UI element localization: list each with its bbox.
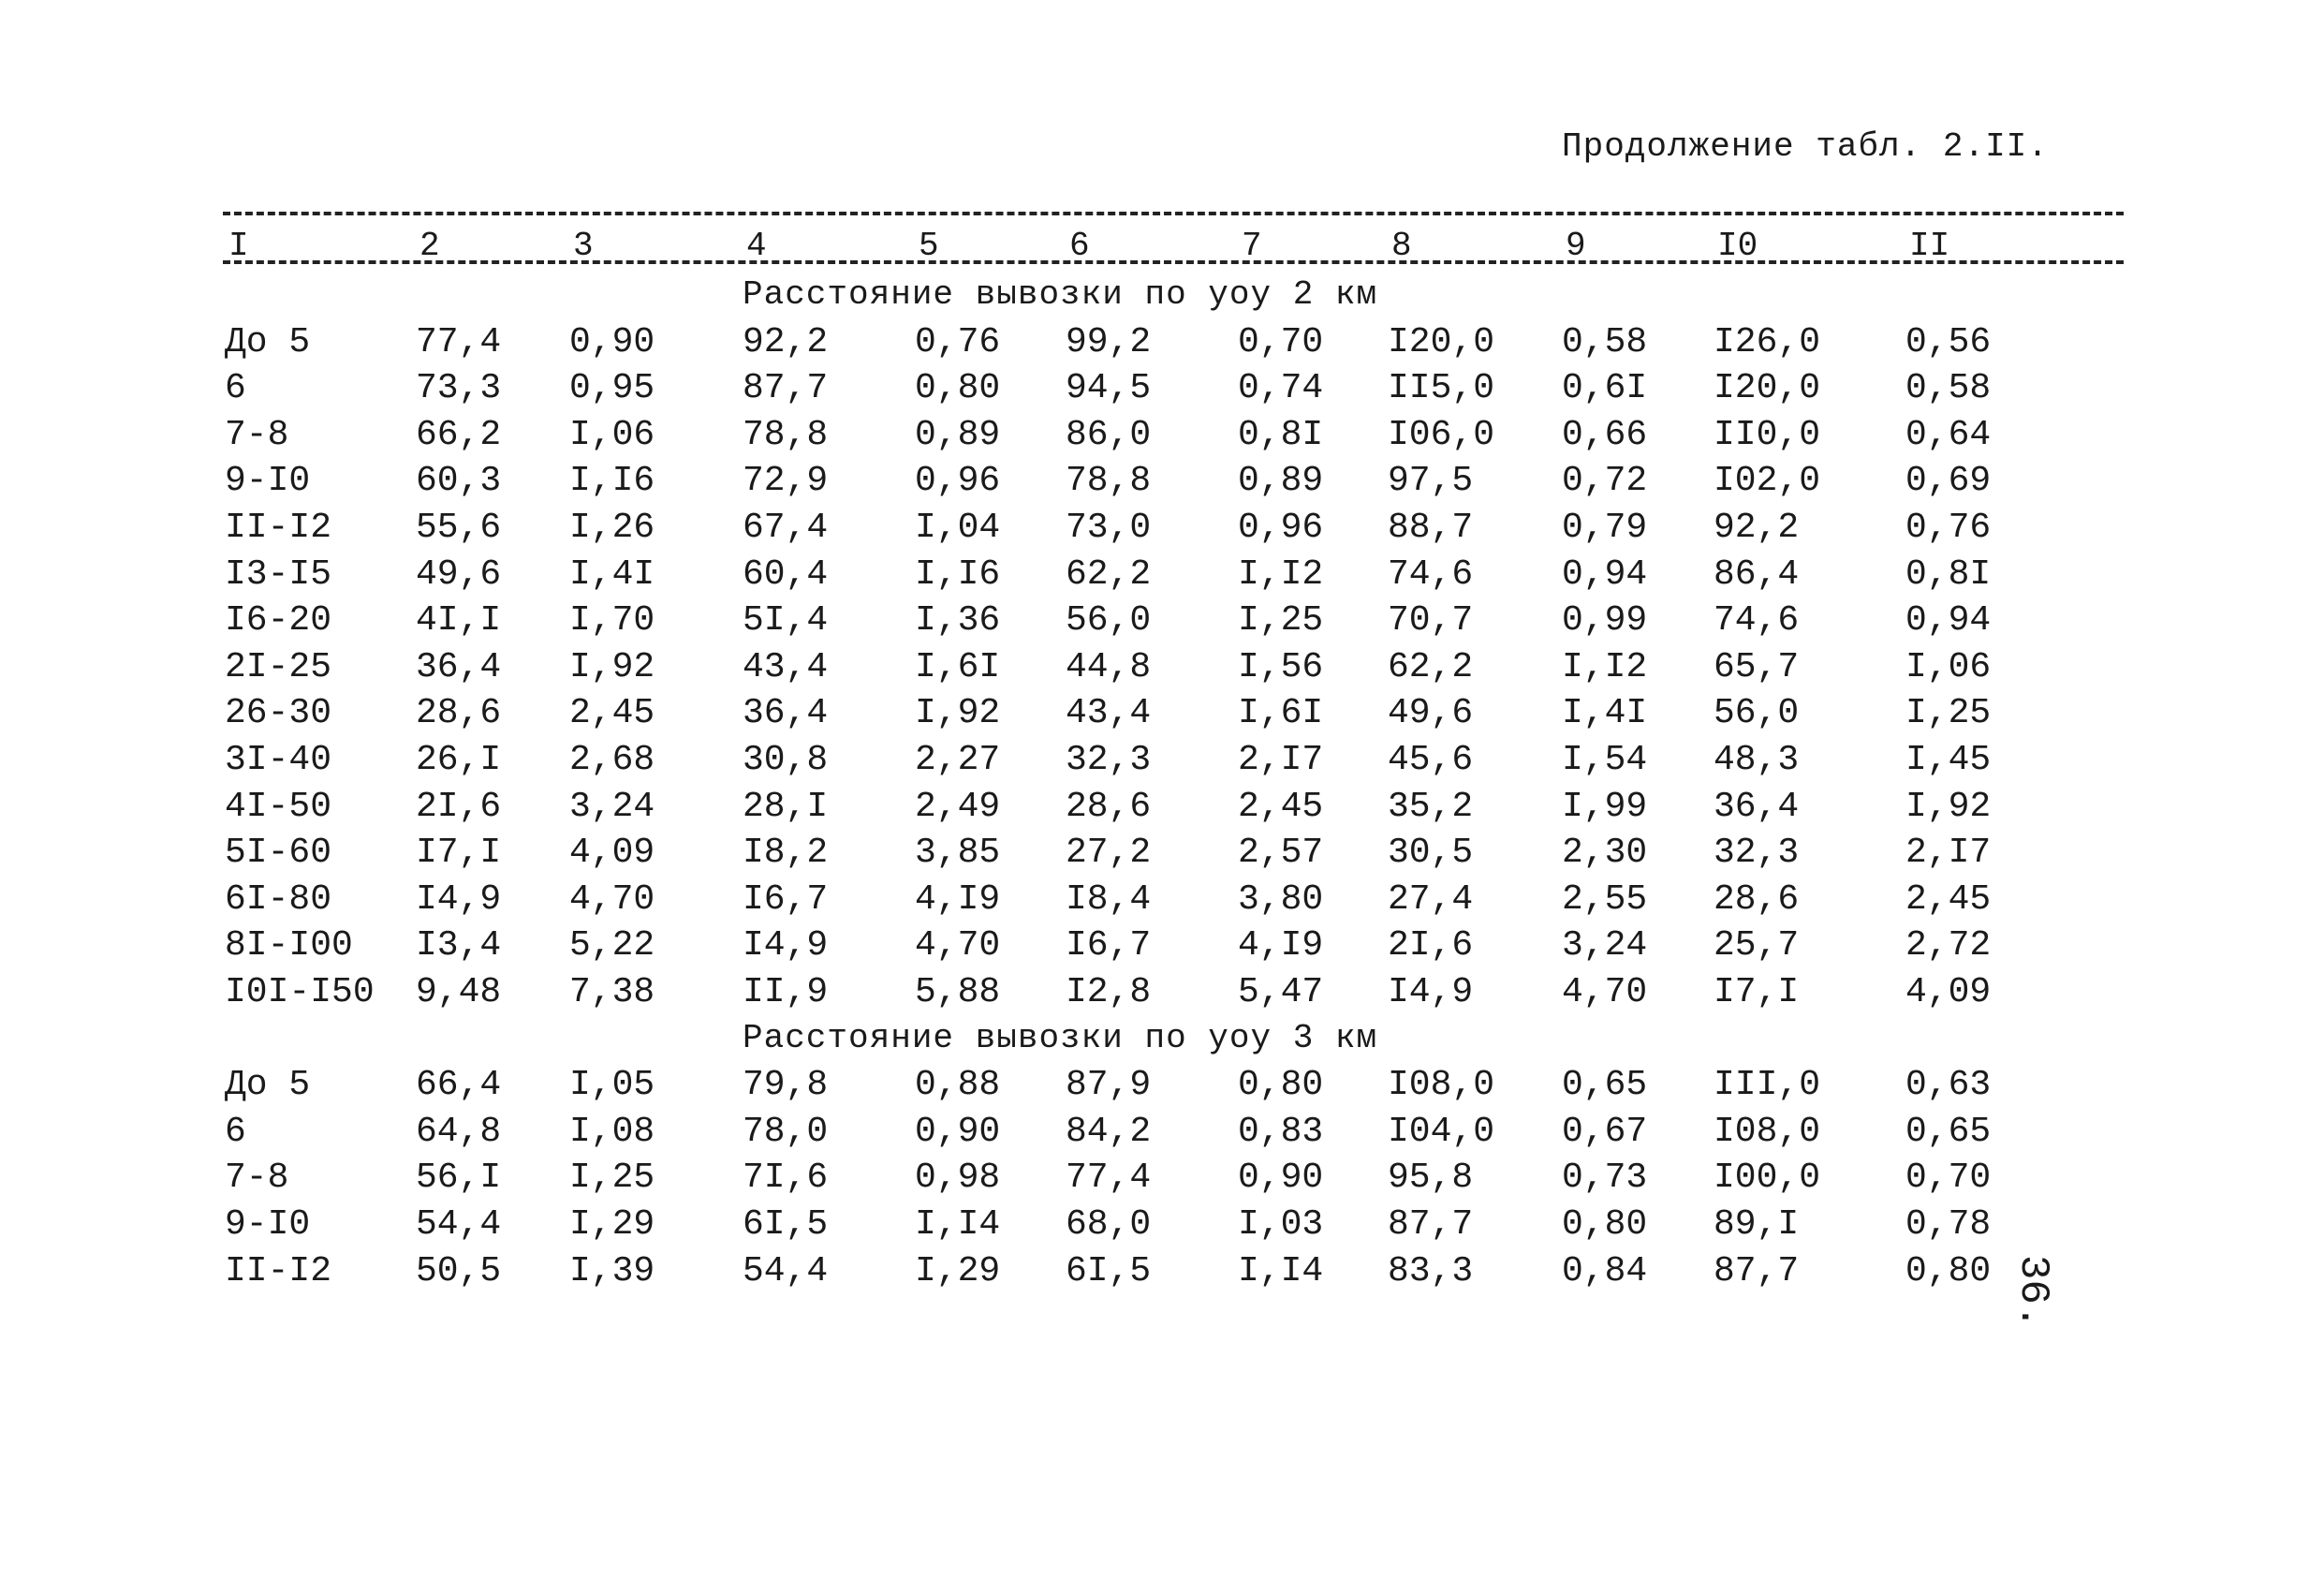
table-cell: 5,22 xyxy=(569,925,655,966)
table-cell: 0,94 xyxy=(1905,600,1992,642)
table-cell: I,26 xyxy=(569,508,655,548)
table-cell: I,25 xyxy=(1238,600,1324,642)
table-cell: I,29 xyxy=(569,1204,655,1245)
table-cell: 87,9 xyxy=(1066,1065,1152,1106)
table-cell: I,I4 xyxy=(1238,1250,1324,1291)
table-cell: 4I,I xyxy=(416,600,502,642)
table-cell: 28,6 xyxy=(1714,878,1800,920)
table-cell: 3,24 xyxy=(1562,925,1648,966)
table-cell: 36,4 xyxy=(1714,786,1800,827)
table-cell: 83,3 xyxy=(1388,1250,1474,1291)
row-label: 4I-50 xyxy=(225,786,332,827)
table-cell: 0,74 xyxy=(1238,368,1324,409)
table-cell: I,99 xyxy=(1562,786,1648,827)
table-cell: 78,0 xyxy=(743,1111,829,1152)
table-cell: 79,8 xyxy=(743,1065,829,1106)
column-header: 7 xyxy=(1242,227,1262,265)
table-cell: 0,95 xyxy=(569,368,655,409)
table-cell: 27,4 xyxy=(1388,878,1474,920)
table-cell: 56,I xyxy=(416,1158,502,1199)
table-cell: 3,24 xyxy=(569,786,655,827)
table-cell: I08,0 xyxy=(1388,1065,1495,1106)
table-cell: 0,99 xyxy=(1562,600,1648,642)
table-cell: I,I4 xyxy=(915,1204,1001,1245)
table-cell: I,I6 xyxy=(569,461,655,502)
table-cell: 4,I9 xyxy=(915,878,1001,920)
table-cell: I,25 xyxy=(1905,693,1992,734)
table-cell: 84,2 xyxy=(1066,1111,1152,1152)
table-cell: 70,7 xyxy=(1388,600,1474,642)
table-cell: I,29 xyxy=(915,1250,1001,1291)
table-cell: 0,58 xyxy=(1905,368,1992,409)
row-label: II-I2 xyxy=(225,1250,332,1291)
table-cell: 0,70 xyxy=(1238,321,1324,362)
table-cell: I04,0 xyxy=(1388,1111,1495,1152)
table-cell: 0,80 xyxy=(915,368,1001,409)
table-cell: 86,0 xyxy=(1066,414,1152,455)
section-title: Расстояние вывозки по уоу 3 км xyxy=(743,1018,1378,1057)
table-cell: 0,89 xyxy=(915,414,1001,455)
table-cell: 87,7 xyxy=(743,368,829,409)
table-cell: 35,2 xyxy=(1388,786,1474,827)
table-cell: 77,4 xyxy=(416,321,502,362)
table-cell: 4,09 xyxy=(569,833,655,874)
table-cell: 5,88 xyxy=(915,972,1001,1012)
table-cell: 43,4 xyxy=(1066,693,1152,734)
table-cell: 5I,4 xyxy=(743,600,829,642)
table-cell: I,05 xyxy=(569,1065,655,1106)
table-cell: 95,8 xyxy=(1388,1158,1474,1199)
table-cell: 0,70 xyxy=(1905,1158,1992,1199)
table-cell: 2,57 xyxy=(1238,833,1324,874)
table-cell: 64,8 xyxy=(416,1111,502,1152)
section-title: Расстояние вывозки по уоу 2 км xyxy=(743,275,1378,314)
row-label: 2I-25 xyxy=(225,646,332,687)
row-label: До 5 xyxy=(225,1065,311,1106)
table-cell: 0,94 xyxy=(1562,553,1648,595)
table-cell: I4,9 xyxy=(416,878,502,920)
row-label: 9-I0 xyxy=(225,461,311,502)
table-cell: 72,9 xyxy=(743,461,829,502)
row-label: 26-30 xyxy=(225,693,332,734)
table-cell: 0,8I xyxy=(1238,414,1324,455)
table-cell: I8,4 xyxy=(1066,878,1152,920)
table-cell: 0,80 xyxy=(1562,1204,1648,1245)
table-cell: 32,3 xyxy=(1714,833,1800,874)
table-cell: 73,3 xyxy=(416,368,502,409)
table-cell: 36,4 xyxy=(416,646,502,687)
table-cell: I,6I xyxy=(1238,693,1324,734)
table-cell: 27,2 xyxy=(1066,833,1152,874)
row-label: 7-8 xyxy=(225,1158,289,1199)
table-cell: 68,0 xyxy=(1066,1204,1152,1245)
table-cell: 0,84 xyxy=(1562,1250,1648,1291)
table-cell: 78,8 xyxy=(1066,461,1152,502)
table-cell: 0,64 xyxy=(1905,414,1992,455)
table-cell: 2,55 xyxy=(1562,878,1648,920)
column-header: 4 xyxy=(746,227,767,265)
table-cell: 45,6 xyxy=(1388,740,1474,780)
table-cell: 0,76 xyxy=(915,321,1001,362)
table-cell: 32,3 xyxy=(1066,740,1152,780)
table-cell: 87,7 xyxy=(1714,1250,1800,1291)
table-cell: I,70 xyxy=(569,600,655,642)
table-cell: 67,4 xyxy=(743,508,829,548)
table-cell: 62,2 xyxy=(1066,553,1152,595)
table-cell: 0,66 xyxy=(1562,414,1648,455)
table-cell: I7,I xyxy=(1714,972,1800,1012)
table-cell: 4,70 xyxy=(1562,972,1648,1012)
table-cell: II,9 xyxy=(743,972,829,1012)
table-cell: 2,72 xyxy=(1905,925,1992,966)
table-cell: 2,I7 xyxy=(1238,740,1324,780)
table-cell: 0,79 xyxy=(1562,508,1648,548)
table-cell: 0,65 xyxy=(1905,1111,1992,1152)
table-cell: 26,I xyxy=(416,740,502,780)
table-cell: 28,6 xyxy=(1066,786,1152,827)
table-cell: 89,I xyxy=(1714,1204,1800,1245)
table-cell: 49,6 xyxy=(1388,693,1474,734)
table-cell: I,92 xyxy=(1905,786,1992,827)
table-cell: 0,56 xyxy=(1905,321,1992,362)
column-header: I xyxy=(228,227,249,265)
table-cell: II0,0 xyxy=(1714,414,1821,455)
table-cell: 0,96 xyxy=(915,461,1001,502)
table-cell: I00,0 xyxy=(1714,1158,1821,1199)
table-cell: 7I,6 xyxy=(743,1158,829,1199)
table-cell: I3,4 xyxy=(416,925,502,966)
table-cell: I,36 xyxy=(915,600,1001,642)
table-cell: 2I,6 xyxy=(1388,925,1474,966)
table-cell: 94,5 xyxy=(1066,368,1152,409)
table-cell: 4,I9 xyxy=(1238,925,1324,966)
table-cell: 0,90 xyxy=(1238,1158,1324,1199)
row-label: 8I-I00 xyxy=(225,925,353,966)
table-cell: 2,49 xyxy=(915,786,1001,827)
row-label: I3-I5 xyxy=(225,553,332,595)
table-cell: 2,45 xyxy=(569,693,655,734)
row-label: 6I-80 xyxy=(225,878,332,920)
row-label: 7-8 xyxy=(225,414,289,455)
table-cell: 54,4 xyxy=(743,1250,829,1291)
table-cell: I,04 xyxy=(915,508,1001,548)
table-cell: 0,58 xyxy=(1562,321,1648,362)
table-cell: III,0 xyxy=(1714,1065,1821,1106)
column-header: 3 xyxy=(573,227,594,265)
table-cell: I08,0 xyxy=(1714,1111,1821,1152)
table-cell: I6,7 xyxy=(743,878,829,920)
table-cell: 78,8 xyxy=(743,414,829,455)
table-cell: 0,80 xyxy=(1905,1250,1992,1291)
row-label: II-I2 xyxy=(225,508,332,548)
table-cell: I8,2 xyxy=(743,833,829,874)
table-cell: 60,4 xyxy=(743,553,829,595)
table-cell: 49,6 xyxy=(416,553,502,595)
table-cell: I,4I xyxy=(569,553,655,595)
table-cell: I26,0 xyxy=(1714,321,1821,362)
table-cell: 2I,6 xyxy=(416,786,502,827)
table-cell: 9,48 xyxy=(416,972,502,1012)
row-label: 6 xyxy=(225,1111,246,1152)
table-cell: I06,0 xyxy=(1388,414,1495,455)
column-header: 6 xyxy=(1069,227,1090,265)
row-label: 5I-60 xyxy=(225,833,332,874)
table-cell: 0,83 xyxy=(1238,1111,1324,1152)
row-label: 9-I0 xyxy=(225,1204,311,1245)
table-cell: 2,45 xyxy=(1905,878,1992,920)
table-cell: II5,0 xyxy=(1388,368,1495,409)
table-cell: 65,7 xyxy=(1714,646,1800,687)
table-cell: 77,4 xyxy=(1066,1158,1152,1199)
column-header: 9 xyxy=(1566,227,1586,265)
table-cell: I,06 xyxy=(569,414,655,455)
table-cell: I,I2 xyxy=(1562,646,1648,687)
table-cell: 6I,5 xyxy=(1066,1250,1152,1291)
table-cell: 0,80 xyxy=(1238,1065,1324,1106)
row-label: До 5 xyxy=(225,321,311,362)
column-header: 2 xyxy=(419,227,440,265)
table-cell: I,I6 xyxy=(915,553,1001,595)
table-cell: 0,90 xyxy=(915,1111,1001,1152)
table-cell: 28,I xyxy=(743,786,829,827)
table-header-rule xyxy=(223,260,2124,264)
table-cell: I6,7 xyxy=(1066,925,1152,966)
table-caption: Продолжение табл. 2.II. xyxy=(1562,127,2049,166)
table-cell: 97,5 xyxy=(1388,461,1474,502)
row-label: 3I-40 xyxy=(225,740,332,780)
table-cell: 92,2 xyxy=(743,321,829,362)
table-cell: 5,47 xyxy=(1238,972,1324,1012)
table-cell: 73,0 xyxy=(1066,508,1152,548)
table-cell: 0,78 xyxy=(1905,1204,1992,1245)
table-cell: I,03 xyxy=(1238,1204,1324,1245)
table-cell: 43,4 xyxy=(743,646,829,687)
table-cell: 2,45 xyxy=(1238,786,1324,827)
table-cell: 4,70 xyxy=(569,878,655,920)
table-cell: I4,9 xyxy=(743,925,829,966)
table-cell: 0,63 xyxy=(1905,1065,1992,1106)
table-cell: I4,9 xyxy=(1388,972,1474,1012)
table-cell: I7,I xyxy=(416,833,502,874)
table-cell: I,I2 xyxy=(1238,553,1324,595)
column-header: I0 xyxy=(1717,227,1758,265)
table-cell: 66,4 xyxy=(416,1065,502,1106)
table-cell: I,92 xyxy=(569,646,655,687)
table-cell: 0,89 xyxy=(1238,461,1324,502)
table-cell: I,6I xyxy=(915,646,1001,687)
table-cell: 48,3 xyxy=(1714,740,1800,780)
table-cell: 2,30 xyxy=(1562,833,1648,874)
table-cell: 0,8I xyxy=(1905,553,1992,595)
row-label: 6 xyxy=(225,368,246,409)
table-cell: 54,4 xyxy=(416,1204,502,1245)
table-cell: 3,80 xyxy=(1238,878,1324,920)
table-cell: 30,5 xyxy=(1388,833,1474,874)
table-cell: 92,2 xyxy=(1714,508,1800,548)
table-cell: 2,68 xyxy=(569,740,655,780)
table-cell: 0,69 xyxy=(1905,461,1992,502)
table-cell: 30,8 xyxy=(743,740,829,780)
table-cell: 36,4 xyxy=(743,693,829,734)
table-cell: 86,4 xyxy=(1714,553,1800,595)
table-cell: 74,6 xyxy=(1388,553,1474,595)
table-cell: 3,85 xyxy=(915,833,1001,874)
table-cell: I,06 xyxy=(1905,646,1992,687)
table-cell: I,25 xyxy=(569,1158,655,1199)
table-top-rule xyxy=(223,212,2124,215)
table-cell: 0,88 xyxy=(915,1065,1001,1106)
table-cell: 0,76 xyxy=(1905,508,1992,548)
column-header: II xyxy=(1909,227,1950,265)
table-cell: I2,8 xyxy=(1066,972,1152,1012)
column-header: 5 xyxy=(919,227,939,265)
table-cell: 87,7 xyxy=(1388,1204,1474,1245)
table-cell: 74,6 xyxy=(1714,600,1800,642)
table-cell: I,39 xyxy=(569,1250,655,1291)
table-cell: 0,72 xyxy=(1562,461,1648,502)
table-cell: 28,6 xyxy=(416,693,502,734)
table-cell: I,56 xyxy=(1238,646,1324,687)
table-cell: 0,65 xyxy=(1562,1065,1648,1106)
table-cell: 0,73 xyxy=(1562,1158,1648,1199)
table-cell: 0,98 xyxy=(915,1158,1001,1199)
row-label: I6-20 xyxy=(225,600,332,642)
table-cell: 66,2 xyxy=(416,414,502,455)
table-cell: 44,8 xyxy=(1066,646,1152,687)
table-cell: 56,0 xyxy=(1714,693,1800,734)
table-cell: I,08 xyxy=(569,1111,655,1152)
table-cell: 25,7 xyxy=(1714,925,1800,966)
table-cell: I02,0 xyxy=(1714,461,1821,502)
table-cell: 0,90 xyxy=(569,321,655,362)
row-label: I0I-I50 xyxy=(225,972,375,1012)
table-cell: 4,70 xyxy=(915,925,1001,966)
table-cell: 50,5 xyxy=(416,1250,502,1291)
table-cell: 62,2 xyxy=(1388,646,1474,687)
table-cell: 2,I7 xyxy=(1905,833,1992,874)
table-cell: I,54 xyxy=(1562,740,1648,780)
table-cell: I,4I xyxy=(1562,693,1648,734)
table-cell: 60,3 xyxy=(416,461,502,502)
table-cell: 99,2 xyxy=(1066,321,1152,362)
table-cell: I20,0 xyxy=(1714,368,1821,409)
table-cell: I,45 xyxy=(1905,740,1992,780)
table-cell: I,92 xyxy=(915,693,1001,734)
table-cell: 55,6 xyxy=(416,508,502,548)
table-cell: 2,27 xyxy=(915,740,1001,780)
table-cell: 0,96 xyxy=(1238,508,1324,548)
table-cell: I20,0 xyxy=(1388,321,1495,362)
column-header: 8 xyxy=(1391,227,1412,265)
table-cell: 56,0 xyxy=(1066,600,1152,642)
table-cell: 6I,5 xyxy=(743,1204,829,1245)
page-number: 36. xyxy=(2009,1255,2056,1330)
table-cell: 0,67 xyxy=(1562,1111,1648,1152)
table-cell: 4,09 xyxy=(1905,972,1992,1012)
table-cell: 88,7 xyxy=(1388,508,1474,548)
table-cell: 7,38 xyxy=(569,972,655,1012)
table-cell: 0,6I xyxy=(1562,368,1648,409)
